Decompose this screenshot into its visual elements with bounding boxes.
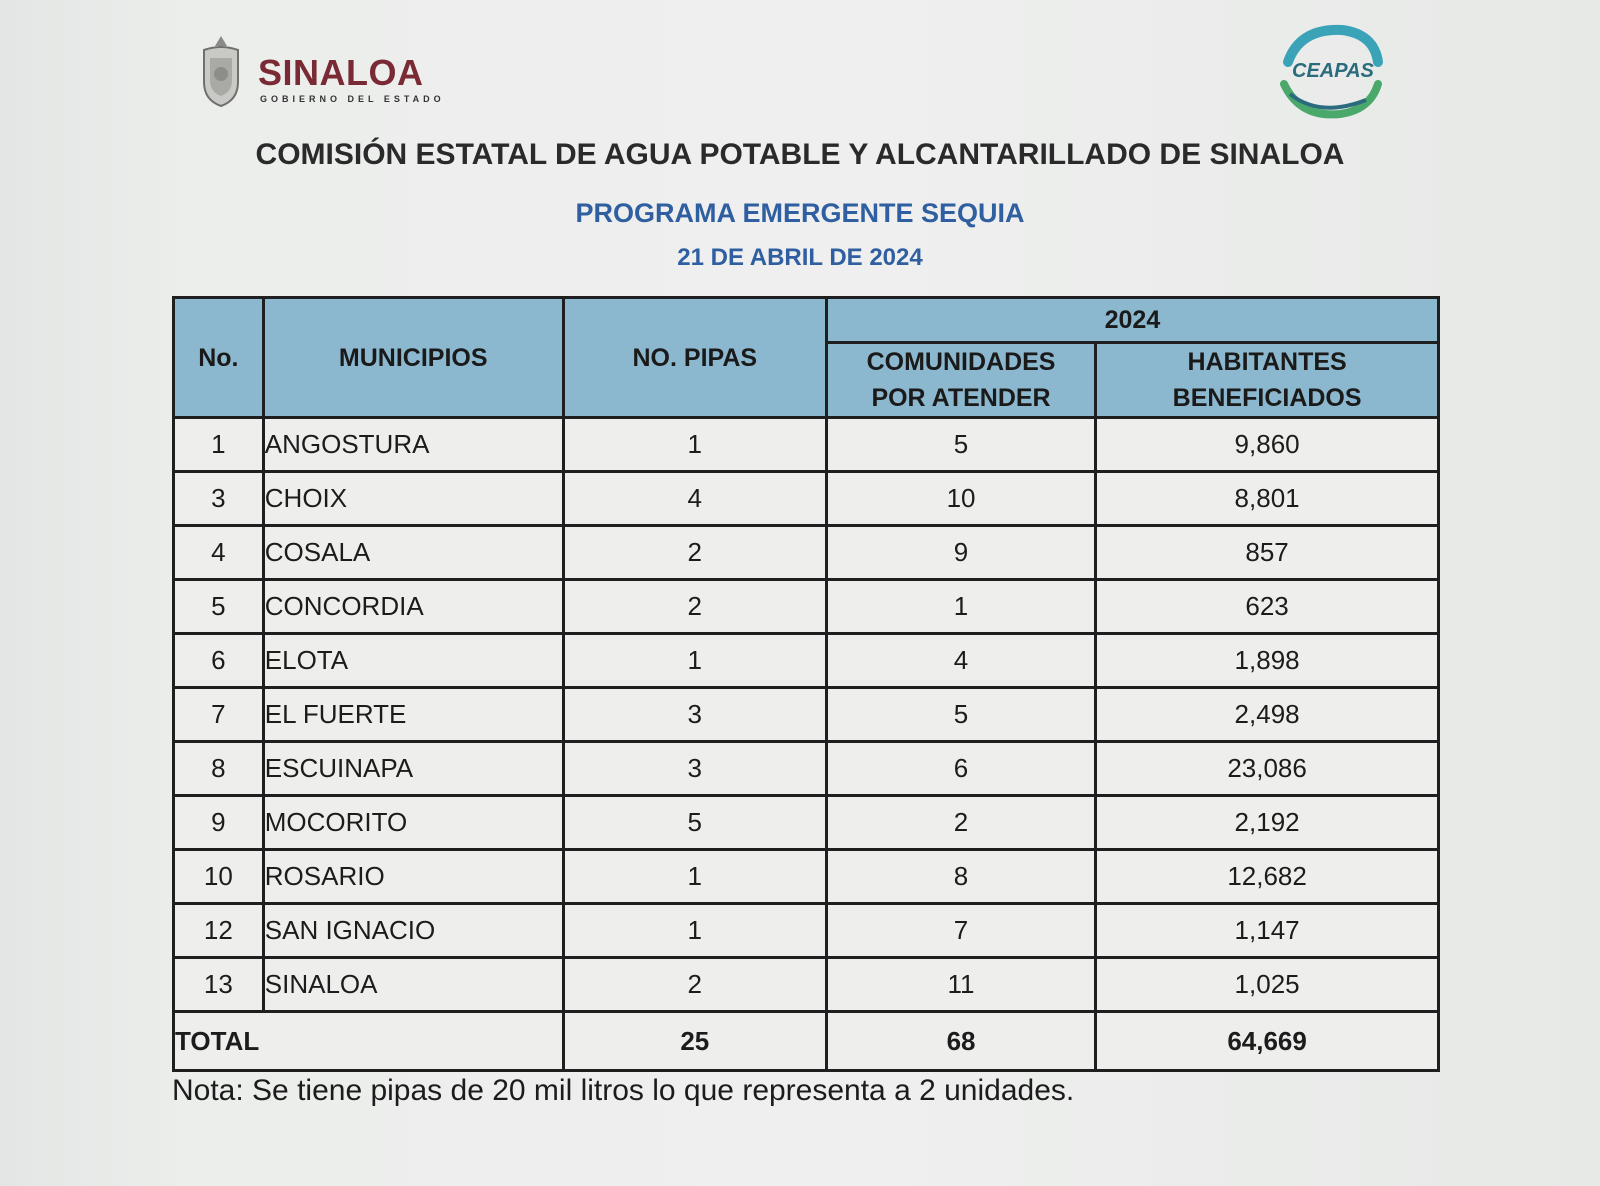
row-municipio: ELOTA <box>263 634 563 688</box>
total-habitantes: 64,669 <box>1096 1012 1439 1071</box>
row-municipio: CONCORDIA <box>263 580 563 634</box>
gov-subtitle: GOBIERNO DEL ESTADO <box>260 94 445 104</box>
ceapas-logo-text: CEAPAS <box>1292 60 1374 82</box>
table-row <box>174 418 1439 472</box>
total-label: TOTAL <box>174 1012 564 1071</box>
row-no: 12 <box>174 904 264 958</box>
row-no: 9 <box>174 796 264 850</box>
header-year: 2024 <box>826 298 1438 343</box>
row-comunidades: 8 <box>826 850 1095 904</box>
table-row <box>174 850 1439 904</box>
row-habitantes: 1,025 <box>1096 958 1439 1012</box>
row-municipio: ANGOSTURA <box>263 418 563 472</box>
row-comunidades: 5 <box>826 418 1095 472</box>
row-habitantes: 9,860 <box>1096 418 1439 472</box>
table-row <box>174 796 1439 850</box>
program-title: PROGRAMA EMERGENTE SEQUIA <box>575 198 1025 228</box>
total-comunidades: 68 <box>826 1012 1095 1071</box>
row-pipas: 3 <box>563 688 826 742</box>
row-municipio: ROSARIO <box>263 850 563 904</box>
row-pipas: 1 <box>563 850 826 904</box>
table-row <box>174 580 1439 634</box>
table-row <box>174 526 1439 580</box>
total-pipas: 25 <box>563 1012 826 1071</box>
main-title: COMISIÓN ESTATAL DE AGUA POTABLE Y ALCANTARILLADO DE SINALOA <box>255 138 1345 171</box>
row-no: 7 <box>174 688 264 742</box>
coat-of-arms-icon <box>196 34 246 110</box>
row-comunidades: 10 <box>826 472 1095 526</box>
row-no: 1 <box>174 418 264 472</box>
footnote: Nota: Se tiene pipas de 20 mil litros lo que representa a 2 unidades. <box>172 1074 1075 1107</box>
row-comunidades: 11 <box>826 958 1095 1012</box>
row-no: 13 <box>174 958 264 1012</box>
row-habitantes: 857 <box>1096 526 1439 580</box>
row-habitantes: 23,086 <box>1096 742 1439 796</box>
row-comunidades: 4 <box>826 634 1095 688</box>
gov-name: SINALOA <box>258 52 424 93</box>
table-row <box>174 634 1439 688</box>
row-no: 8 <box>174 742 264 796</box>
table-row <box>174 742 1439 796</box>
row-habitantes: 2,192 <box>1096 796 1439 850</box>
ceapas-logo <box>1270 22 1390 122</box>
drought-program-table <box>172 296 1440 1072</box>
row-no: 3 <box>174 472 264 526</box>
header-municipios: MUNICIPIOS <box>263 298 563 418</box>
row-municipio: SAN IGNACIO <box>263 904 563 958</box>
header-habitantes <box>1096 343 1439 418</box>
header-comunidades-line1: COMUNIDADES <box>866 348 1056 376</box>
table-row <box>174 472 1439 526</box>
row-habitantes: 1,898 <box>1096 634 1439 688</box>
row-pipas: 1 <box>563 904 826 958</box>
row-no: 6 <box>174 634 264 688</box>
header-habitantes-line2: BENEFICIADOS <box>1172 384 1362 412</box>
row-comunidades: 2 <box>826 796 1095 850</box>
header-comunidades <box>826 343 1095 418</box>
row-comunidades: 1 <box>826 580 1095 634</box>
row-pipas: 2 <box>563 580 826 634</box>
row-habitantes: 623 <box>1096 580 1439 634</box>
row-municipio: ESCUINAPA <box>263 742 563 796</box>
total-row <box>174 1012 1439 1071</box>
row-comunidades: 7 <box>826 904 1095 958</box>
row-habitantes: 2,498 <box>1096 688 1439 742</box>
row-pipas: 2 <box>563 958 826 1012</box>
report-date: 21 DE ABRIL DE 2024 <box>677 244 923 271</box>
header-pipas: NO. PIPAS <box>563 298 826 418</box>
row-comunidades: 9 <box>826 526 1095 580</box>
row-pipas: 2 <box>563 526 826 580</box>
table-row <box>174 958 1439 1012</box>
table-row <box>174 688 1439 742</box>
table-row <box>174 904 1439 958</box>
header-comunidades-line2: POR ATENDER <box>871 384 1051 412</box>
row-no: 10 <box>174 850 264 904</box>
row-pipas: 5 <box>563 796 826 850</box>
sinaloa-government-logo <box>196 34 496 114</box>
row-no: 5 <box>174 580 264 634</box>
row-municipio: MOCORITO <box>263 796 563 850</box>
row-municipio: CHOIX <box>263 472 563 526</box>
row-comunidades: 6 <box>826 742 1095 796</box>
row-municipio: COSALA <box>263 526 563 580</box>
row-pipas: 1 <box>563 634 826 688</box>
row-municipio: EL FUERTE <box>263 688 563 742</box>
row-habitantes: 8,801 <box>1096 472 1439 526</box>
row-municipio: SINALOA <box>263 958 563 1012</box>
row-habitantes: 1,147 <box>1096 904 1439 958</box>
row-pipas: 3 <box>563 742 826 796</box>
header-no: No. <box>174 298 264 418</box>
row-pipas: 4 <box>563 472 826 526</box>
header-habitantes-line1: HABITANTES <box>1187 348 1347 376</box>
row-habitantes: 12,682 <box>1096 850 1439 904</box>
row-no: 4 <box>174 526 264 580</box>
row-comunidades: 5 <box>826 688 1095 742</box>
row-pipas: 1 <box>563 418 826 472</box>
